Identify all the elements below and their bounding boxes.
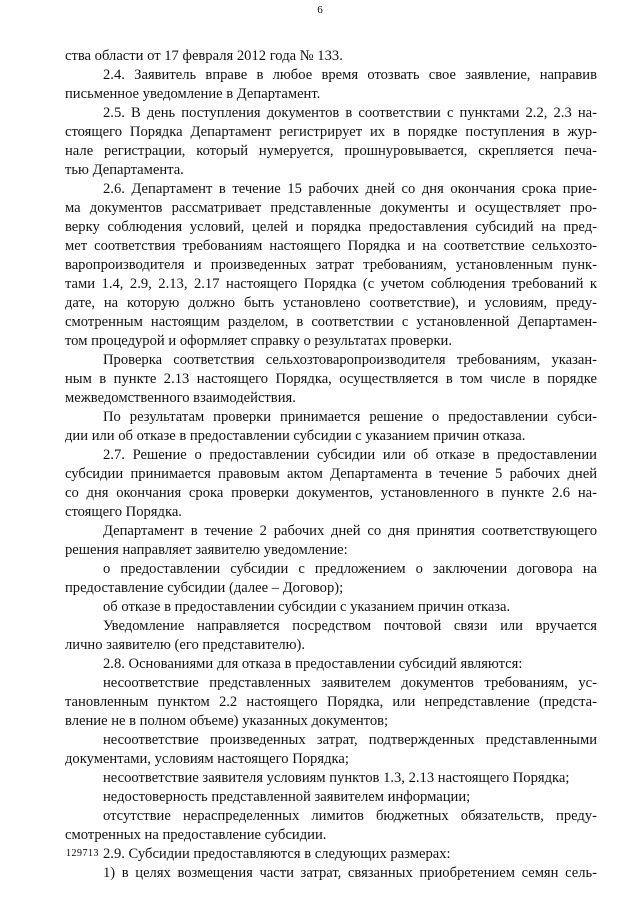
text-line: варопроизводителя и произведенных затрат требованиям, установленным пунк- [65,257,597,273]
text-line: смотренных на предоставление субсидии. [65,827,327,843]
text-line: 2.8. Основаниями для отказа в предоставлении субсидий являются: [103,656,523,672]
text-line: тью Департамента. [65,162,184,178]
text-line: вление не в полном объеме) указанных документов; [65,713,389,729]
text-line: 2.5. В день поступления документов в соответствии с пунктами 2.2, 2.3 на- [103,105,597,121]
text-line: ма документов рассматривает представленные документы и осуществляет про- [65,200,597,216]
text-line: 2.7. Решение о предоставлении субсидии или об отказе в предоставлении [103,447,597,463]
text-line: смотренным настоящим разделом, в соответствии с установленной Департамен- [65,314,597,330]
text-line: письменное уведомление в Департамент. [65,86,321,102]
text-line: документами, условиям настоящего Порядка; [65,751,349,767]
text-line: предоставление субсидии (далее – Договор); [65,580,344,596]
text-line: лично заявителю (его представителю). [65,637,306,653]
text-line: решения направляет заявителю уведомление: [65,542,348,558]
text-line: По результатам проверки принимается решение о предоставлении субси- [103,409,597,425]
document-code: 129713 [66,848,99,859]
text-line: 2.4. Заявитель вправе в любое время отозвать свое заявление, направив [103,67,597,83]
text-line: ства области от 17 февраля 2012 года № 133. [65,48,343,64]
text-line: субсидии принимается правовым актом Департамента в течение 5 рабочих дней [65,466,597,482]
text-line: несоответствие произведенных затрат, подтвержденных представленными [103,732,597,748]
text-line: дате, на которую должно быть установлено соответствие), и условиям, преду- [65,295,597,311]
text-line: со дня окончания срока проверки документов, установленного в пункте 2.6 на- [65,485,597,501]
text-line: 2.6. Департамент в течение 15 рабочих дней со дня окончания срока прие- [103,181,597,197]
text-line: том процедурой и оформляет справку о результатах проверки. [65,333,453,349]
text-line: Департамент в течение 2 рабочих дней со дня принятия соответствующего [103,523,597,539]
text-line: недостоверность представленной заявителем информации; [103,789,471,805]
text-line: тами 1.4, 2.9, 2.13, 2.17 настоящего Порядка (с учетом соблюдения требований к [65,276,597,292]
text-line: несоответствие заявителя условиям пунктов 1.3, 2.13 настоящего Порядка; [103,770,570,786]
text-line: стоящего Порядка. [65,504,182,520]
text-line: отсутствие нераспределенных лимитов бюджетных обязательств, преду- [103,808,597,824]
text-line: о предоставлении субсидии с предложением о заключении договора на [103,561,597,577]
text-line: мет соответствия требованиям настоящего Порядка и на соответствие сельхозто- [65,238,597,254]
text-line: Проверка соответствия сельхозтоваропроизводителя требованиям, указан- [103,352,597,368]
text-line: ным в пункте 2.13 настоящего Порядка, осуществляется в том числе в порядке [65,371,597,387]
text-line: Уведомление направляется посредством почтовой связи или вручается [103,618,597,634]
text-line: стоящего Порядка Департамент регистрирует их в порядке поступления в жур- [65,124,597,140]
text-line: 2.9. Субсидии предоставляются в следующих размерах: [103,846,451,862]
page-number: 6 [317,4,323,16]
text-line: тановленным пунктом 2.2 настоящего Порядка, или непредставление (предста- [65,694,597,710]
text-line: верку соблюдения условий, целей и порядка предоставления субсидий на пред- [65,219,597,235]
text-line: об отказе в предоставлении субсидии с указанием причин отказа. [103,599,511,615]
text-line: межведомственного взаимодействия. [65,390,296,406]
text-line: 1) в целях возмещения части затрат, связанных приобретением семян сель- [103,865,597,881]
text-line: несоответствие представленных заявителем документов требованиям, ус- [103,675,597,691]
text-line: нале регистрации, который нумеруется, прошнуровывается, скрепляется печа- [65,143,597,159]
text-line: дии или об отказе в предоставлении субсидии с указанием причин отказа. [65,428,526,444]
